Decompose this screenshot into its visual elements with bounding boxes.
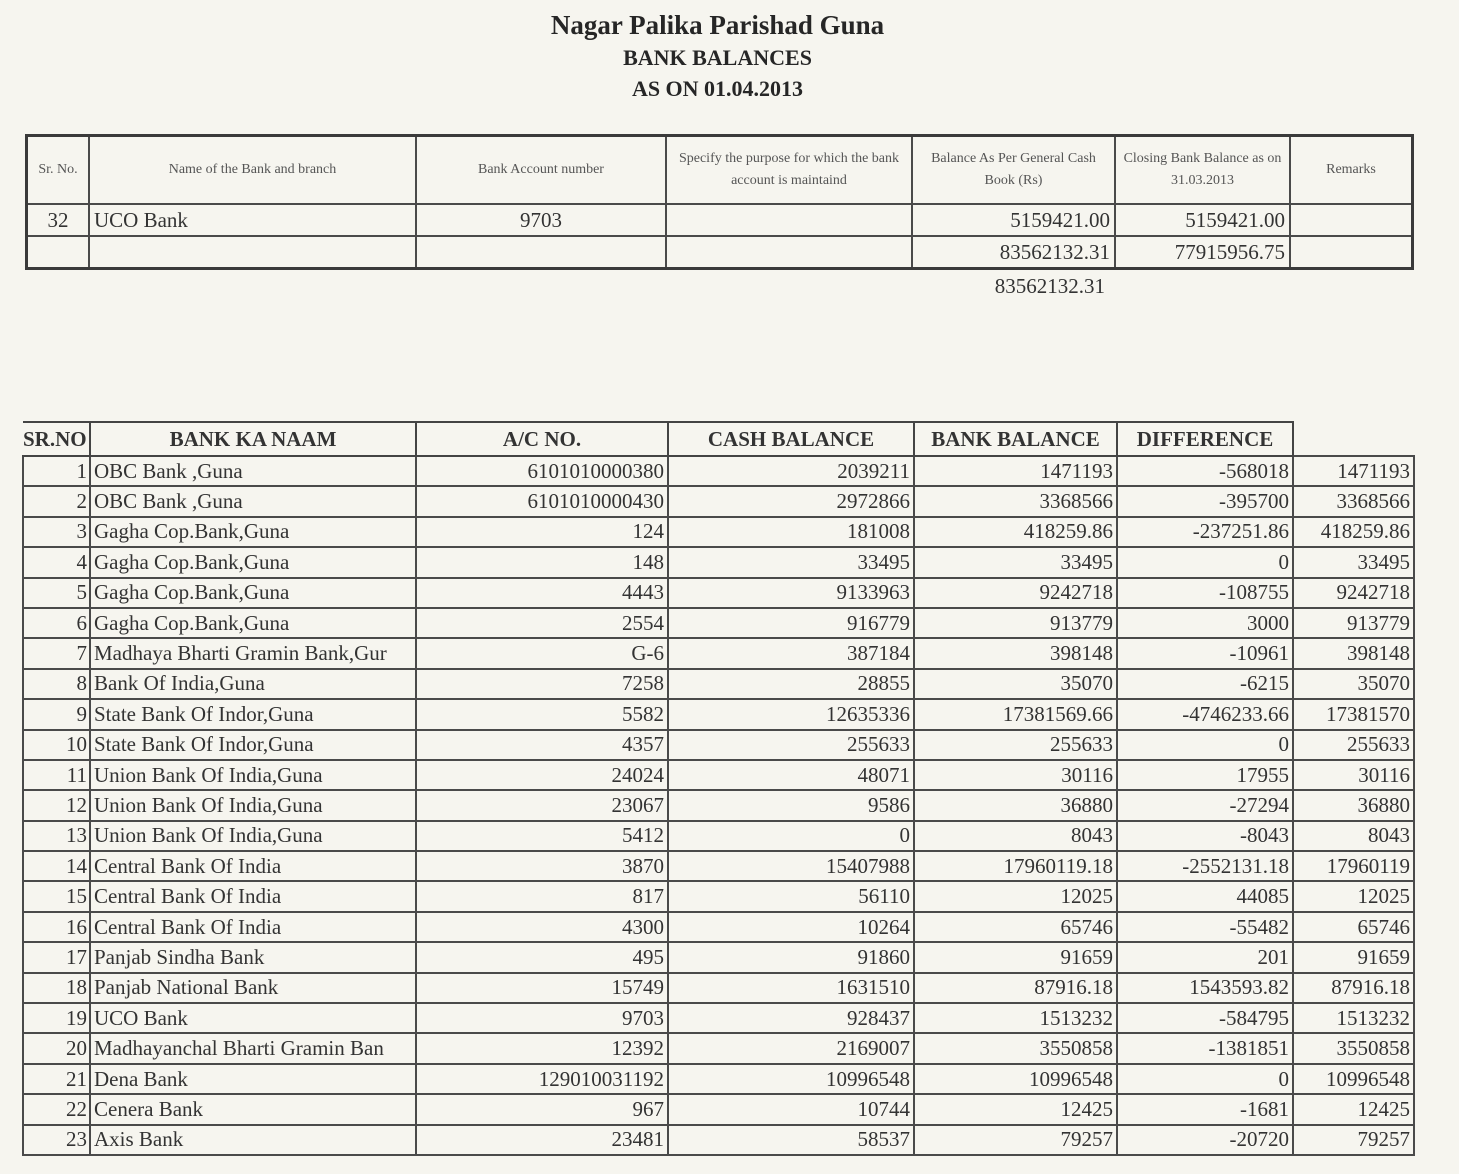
cell-bank-name: State Bank Of Indor,Guna: [90, 699, 416, 729]
cell-extra-balance: 79257: [1293, 1125, 1414, 1155]
cell-account-no: 967: [416, 1094, 668, 1124]
cell-difference: -568018: [1117, 456, 1293, 486]
table-row: [23, 547, 1414, 577]
table-row: [23, 1125, 1414, 1155]
cell-difference: -6215: [1117, 669, 1293, 699]
total-cash-book: 83562132.31: [912, 236, 1115, 269]
table-row: [23, 851, 1414, 881]
cell-cash-balance: 928437: [668, 1003, 914, 1033]
cell-account-no: 5582: [416, 699, 668, 729]
cell-difference: 0: [1117, 730, 1293, 760]
table-row: [23, 699, 1414, 729]
cell-bank-name: Madhaya Bharti Gramin Bank,Gur: [90, 638, 416, 668]
cell-sr-no: 9: [23, 699, 90, 729]
cell-bank-name: Bank Of India,Guna: [90, 669, 416, 699]
cell-cash-balance: 9586: [668, 790, 914, 820]
cell-account-no: G-6: [416, 638, 668, 668]
cell-closing: 5159421.00: [1115, 204, 1290, 236]
cell-bank-balance: 1513232: [914, 1003, 1117, 1033]
cell-sr-no: 16: [23, 912, 90, 942]
cell-sr-no: 19: [23, 1003, 90, 1033]
cell-difference: 0: [1117, 547, 1293, 577]
cell-sr-no: 13: [23, 821, 90, 851]
cell-cash-balance: 28855: [668, 669, 914, 699]
cell-difference: 17955: [1117, 760, 1293, 790]
cell-sr-no: 11: [23, 760, 90, 790]
cell-difference: -8043: [1117, 821, 1293, 851]
cell-extra-balance: 418259.86: [1293, 517, 1414, 547]
table-row: [23, 1094, 1414, 1124]
cell-difference: 3000: [1117, 608, 1293, 638]
cell-cash-balance: 58537: [668, 1125, 914, 1155]
total-closing: 77915956.75: [1115, 236, 1290, 269]
cell-cash-balance: 91860: [668, 942, 914, 972]
cell-bank-balance: 3550858: [914, 1033, 1117, 1063]
cell-extra-balance: 3368566: [1293, 486, 1414, 516]
cell-bank-balance: 36880: [914, 790, 1117, 820]
cell-bank-balance: 3368566: [914, 486, 1117, 516]
cell-bank-name: Cenera Bank: [90, 1094, 416, 1124]
cell-bank-name: Central Bank Of India: [90, 851, 416, 881]
cell-bank-balance: 91659: [914, 942, 1117, 972]
cell-account-no: 12392: [416, 1033, 668, 1063]
cell-bank-name: Gagha Cop.Bank,Guna: [90, 517, 416, 547]
cell-difference: 201: [1117, 942, 1293, 972]
cell-bank-name: UCO Bank: [89, 204, 416, 236]
cell-cash-balance: 0: [668, 821, 914, 851]
cell-bank-name: OBC Bank ,Guna: [90, 486, 416, 516]
cell-bank-balance: 12425: [914, 1094, 1117, 1124]
col-header-bank-balance: BANK BALANCE: [914, 422, 1117, 456]
cell-sr-no: 2: [23, 486, 90, 516]
cell-difference: -20720: [1117, 1125, 1293, 1155]
cell-account-no: 129010031192: [416, 1064, 668, 1094]
table-row: [23, 942, 1414, 972]
cell-difference: -108755: [1117, 578, 1293, 608]
cell-difference: -395700: [1117, 486, 1293, 516]
cell-purpose: [666, 204, 912, 236]
cell-bank-balance: 8043: [914, 821, 1117, 851]
cell-account-no: 4357: [416, 730, 668, 760]
cell-bank-name: Central Bank Of India: [90, 881, 416, 911]
cell-account-no: 5412: [416, 821, 668, 851]
table-row: [23, 608, 1414, 638]
cell-account-no: 148: [416, 547, 668, 577]
top-table-total-row: [27, 236, 1413, 269]
cell-difference: -1681: [1117, 1094, 1293, 1124]
cell-account-no: 4300: [416, 912, 668, 942]
col-header-blank: [1293, 422, 1414, 456]
cell-sr-no: 3: [23, 517, 90, 547]
cell-sr-no: 17: [23, 942, 90, 972]
cell-bank-balance: 33495: [914, 547, 1117, 577]
table-row: [23, 517, 1414, 547]
cell-cash-balance: 2039211: [668, 456, 914, 486]
cell-bank-name: Gagha Cop.Bank,Guna: [90, 547, 416, 577]
cell-cash-balance: 12635336: [668, 699, 914, 729]
cell-bank-name: Union Bank Of India,Guna: [90, 790, 416, 820]
table-row: [23, 760, 1414, 790]
cell-bank-balance: 87916.18: [914, 973, 1117, 1003]
cell-cash-balance: 33495: [668, 547, 914, 577]
cell-difference: -237251.86: [1117, 517, 1293, 547]
cell-extra-balance: 91659: [1293, 942, 1414, 972]
cell-cash-balance: 10264: [668, 912, 914, 942]
cell-extra-balance: 3550858: [1293, 1033, 1414, 1063]
cell-cash-balance: 2972866: [668, 486, 914, 516]
cell-account-no: 23481: [416, 1125, 668, 1155]
cell-difference: 0: [1117, 1064, 1293, 1094]
cell-account-no: 15749: [416, 973, 668, 1003]
document-subtitle: BANK BALANCES: [623, 45, 812, 70]
cell-account-no: 817: [416, 881, 668, 911]
cell-sr-no: 5: [23, 578, 90, 608]
cell-bank-balance: 398148: [914, 638, 1117, 668]
cell-bank-balance: 1471193: [914, 456, 1117, 486]
cell-bank-name: Panjab Sindha Bank: [90, 942, 416, 972]
cell-bank-balance: 79257: [914, 1125, 1117, 1155]
cell-difference: 1543593.82: [1117, 973, 1293, 1003]
cell-sr-no: 12: [23, 790, 90, 820]
cell-account-no: 23067: [416, 790, 668, 820]
cell-extra-balance: 255633: [1293, 730, 1414, 760]
cell-extra-balance: 35070: [1293, 669, 1414, 699]
cell-cash-balance: 56110: [668, 881, 914, 911]
cell-sr-no: 22: [23, 1094, 90, 1124]
org-title: Nagar Palika Parishad Guna: [550, 10, 885, 40]
cell-account-no: 4443: [416, 578, 668, 608]
cell-extra-balance: 87916.18: [1293, 973, 1414, 1003]
cell-extra-balance: 17381570: [1293, 699, 1414, 729]
cell-bank-name: Gagha Cop.Bank,Guna: [90, 608, 416, 638]
cell-extra-balance: 33495: [1293, 547, 1414, 577]
cell-empty: [1290, 236, 1413, 269]
cell-cash-book: 5159421.00: [912, 204, 1115, 236]
col-header-bank-name: BANK KA NAAM: [90, 422, 416, 456]
cell-account-no: 24024: [416, 760, 668, 790]
cell-cash-balance: 9133963: [668, 578, 914, 608]
cell-empty: [416, 236, 666, 269]
col-header-closing-balance: Closing Bank Balance as on 31.03.2013: [1115, 136, 1290, 205]
cell-bank-name: Panjab National Bank: [90, 973, 416, 1003]
cell-remarks: [1290, 204, 1413, 236]
cell-bank-name: State Bank Of Indor,Guna: [90, 730, 416, 760]
cell-difference: -584795: [1117, 1003, 1293, 1033]
col-header-difference: DIFFERENCE: [1117, 422, 1293, 456]
cell-extra-balance: 1471193: [1293, 456, 1414, 486]
cell-bank-balance: 12025: [914, 881, 1117, 911]
cell-difference: -27294: [1117, 790, 1293, 820]
cell-difference: -4746233.66: [1117, 699, 1293, 729]
cell-cash-balance: 255633: [668, 730, 914, 760]
top-table-header-row: [27, 136, 1413, 205]
cell-bank-balance: 418259.86: [914, 517, 1117, 547]
cell-extra-balance: 398148: [1293, 638, 1414, 668]
cell-sr-no: 20: [23, 1033, 90, 1063]
table-row: [23, 1003, 1414, 1033]
cell-cash-balance: 10996548: [668, 1064, 914, 1094]
cell-account-no: 3870: [416, 851, 668, 881]
col-header-bank-name: Name of the Bank and branch: [89, 136, 416, 205]
cell-extra-balance: 36880: [1293, 790, 1414, 820]
col-header-account-no: A/C NO.: [416, 422, 668, 456]
cell-account-no: 6101010000380: [416, 456, 668, 486]
cell-difference: -10961: [1117, 638, 1293, 668]
col-header-account-number: Bank Account number: [416, 136, 666, 205]
cell-extra-balance: 17960119: [1293, 851, 1414, 881]
cell-account-no: 7258: [416, 669, 668, 699]
cell-cash-balance: 2169007: [668, 1033, 914, 1063]
cell-bank-balance: 255633: [914, 730, 1117, 760]
cell-bank-name: OBC Bank ,Guna: [90, 456, 416, 486]
table-row: [23, 730, 1414, 760]
cell-bank-balance: 10996548: [914, 1064, 1117, 1094]
cell-cash-balance: 916779: [668, 608, 914, 638]
cell-bank-name: Dena Bank: [90, 1064, 416, 1094]
cell-extra-balance: 913779: [1293, 608, 1414, 638]
table-row: [23, 456, 1414, 486]
cell-bank-balance: 913779: [914, 608, 1117, 638]
cell-extra-balance: 12025: [1293, 881, 1414, 911]
cell-sr-no: 15: [23, 881, 90, 911]
cell-sr: 32: [27, 204, 90, 236]
cell-bank-name: Union Bank Of India,Guna: [90, 760, 416, 790]
cell-cash-balance: 1631510: [668, 973, 914, 1003]
cell-bank-name: UCO Bank: [90, 1003, 416, 1033]
cell-sr-no: 7: [23, 638, 90, 668]
cell-sr-no: 23: [23, 1125, 90, 1155]
as-on-date: AS ON 01.04.2013: [631, 76, 804, 101]
cell-cash-balance: 15407988: [668, 851, 914, 881]
cell-sr-no: 10: [23, 730, 90, 760]
col-header-cash-balance: CASH BALANCE: [668, 422, 914, 456]
cell-difference: -1381851: [1117, 1033, 1293, 1063]
cell-bank-name: Axis Bank: [90, 1125, 416, 1155]
main-table-header-row: [23, 422, 1414, 456]
cell-extra-balance: 65746: [1293, 912, 1414, 942]
cell-cash-balance: 48071: [668, 760, 914, 790]
cell-sr-no: 18: [23, 973, 90, 1003]
col-header-cash-book-balance: Balance As Per General Cash Book (Rs): [912, 136, 1115, 205]
cell-extra-balance: 8043: [1293, 821, 1414, 851]
col-header-sr-no: Sr. No.: [27, 136, 90, 205]
cell-empty: [27, 236, 90, 269]
cell-difference: -2552131.18: [1117, 851, 1293, 881]
table-row: [23, 881, 1414, 911]
cell-extra-balance: 12425: [1293, 1094, 1414, 1124]
table-row: [23, 578, 1414, 608]
cell-bank-name: Central Bank Of India: [90, 912, 416, 942]
cell-account-no: 124: [416, 517, 668, 547]
cell-cash-balance: 10744: [668, 1094, 914, 1124]
table-row: [23, 973, 1414, 1003]
table-row: [23, 669, 1414, 699]
cell-account-no: 6101010000430: [416, 486, 668, 516]
cell-extra-balance: 10996548: [1293, 1064, 1414, 1094]
cell-bank-balance: 17960119.18: [914, 851, 1117, 881]
cell-difference: -55482: [1117, 912, 1293, 942]
main-table-body: [23, 456, 1414, 1155]
cell-difference: 44085: [1117, 881, 1293, 911]
col-header-sr-no: SR.NO: [23, 422, 90, 456]
top-table-row: [27, 204, 1413, 236]
cell-sr-no: 14: [23, 851, 90, 881]
cell-sr-no: 21: [23, 1064, 90, 1094]
cell-extra-balance: 1513232: [1293, 1003, 1414, 1033]
document-header: [0, 8, 1435, 104]
cell-bank-balance: 30116: [914, 760, 1117, 790]
table-row: [23, 821, 1414, 851]
below-total-value: 83562132.31: [994, 274, 1105, 298]
cell-sr-no: 6: [23, 608, 90, 638]
cell-bank-balance: 17381569.66: [914, 699, 1117, 729]
cell-sr-no: 1: [23, 456, 90, 486]
cell-cash-balance: 387184: [668, 638, 914, 668]
table-row: [23, 638, 1414, 668]
cell-account-no: 495: [416, 942, 668, 972]
cell-empty: [666, 236, 912, 269]
col-header-purpose: Specify the purpose for which the bank account is maintaind: [666, 136, 912, 205]
table-row: [23, 1064, 1414, 1094]
cell-bank-balance: 65746: [914, 912, 1117, 942]
cell-cash-balance: 181008: [668, 517, 914, 547]
top-balance-table: [25, 134, 1414, 270]
cell-sr-no: 4: [23, 547, 90, 577]
table-row: [23, 486, 1414, 516]
cell-bank-name: Madhayanchal Bharti Gramin Ban: [90, 1033, 416, 1063]
cell-account-no: 2554: [416, 608, 668, 638]
cell-extra-balance: 30116: [1293, 760, 1414, 790]
cell-bank-balance: 35070: [914, 669, 1117, 699]
table-row: [23, 1033, 1414, 1063]
cell-bank-name: Gagha Cop.Bank,Guna: [90, 578, 416, 608]
cell-bank-balance: 9242718: [914, 578, 1117, 608]
cell-account: 9703: [416, 204, 666, 236]
cell-account-no: 9703: [416, 1003, 668, 1033]
table-row: [23, 790, 1414, 820]
col-header-remarks: Remarks: [1290, 136, 1413, 205]
table-row: [23, 912, 1414, 942]
cell-empty: [89, 236, 416, 269]
cell-sr-no: 8: [23, 669, 90, 699]
bank-balance-table: [22, 421, 1415, 1156]
cell-bank-name: Union Bank Of India,Guna: [90, 821, 416, 851]
cell-extra-balance: 9242718: [1293, 578, 1414, 608]
